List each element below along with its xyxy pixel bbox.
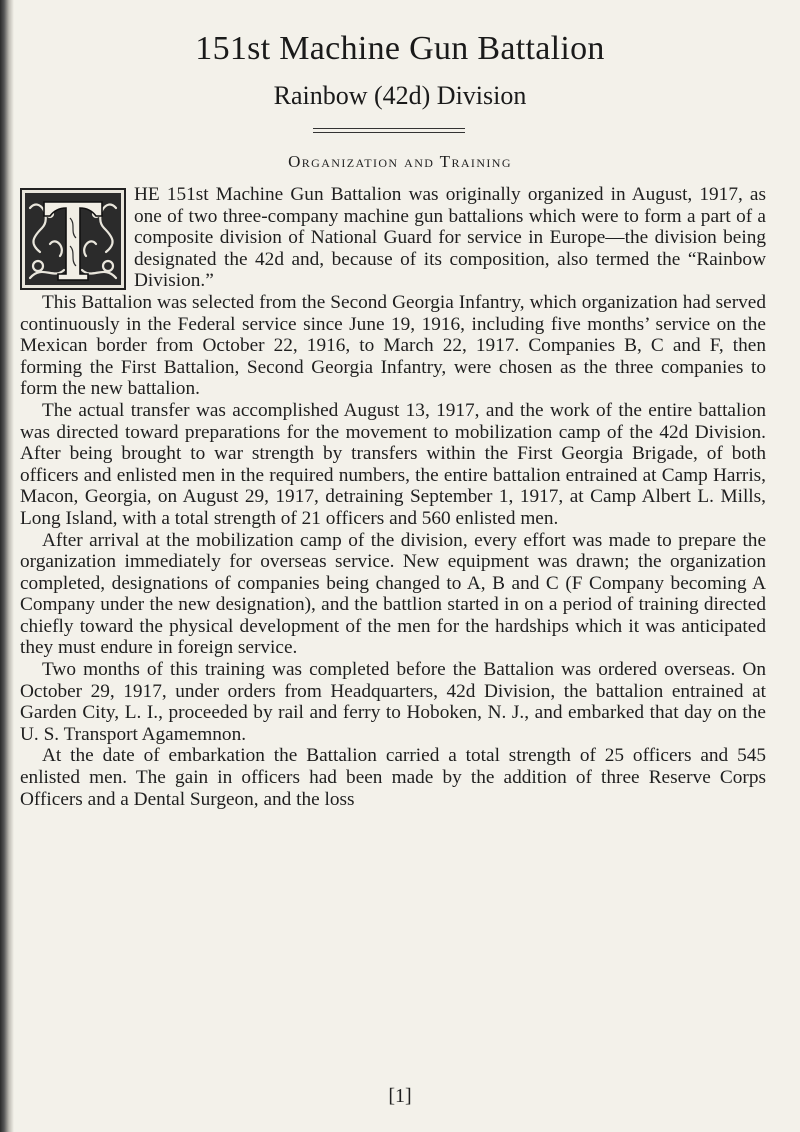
document-page <box>20 0 780 1132</box>
section-heading: Organization and Training <box>288 152 512 171</box>
paragraph-1-text: HE 151st Machine Gun Battalion was originally organized in August, 1917, as one of two three-company machine gun battalions which were to form a part of a composite division of National Guard for service in Europe—the division being designated the 42d and, because of its composition, also termed the “Rainbow Division.” <box>134 184 766 292</box>
page-title: 151st Machine Gun Battalion <box>195 30 605 67</box>
book-binding-edge <box>0 0 14 1132</box>
paragraph-4: After arrival at the mobilization camp of the division, every effort was made to prepare the organization immediately for overseas service. New equipment was drawn; the organization completed, designations of companies being changed to A, B and C (F Company becoming A Company under the new designation), and the battlion started in on a period of training directed chiefly toward the physical development of the men for the hardships which it was anticipated they must endure in foreign service. <box>20 529 766 659</box>
paragraph-5: Two months of this training was completed before the Battalion was ordered overseas. On October 29, 1917, under orders from Headquarters, 42d Division, the battalion entrained at Garden City, L. I., proceeded by rail and ferry to Hoboken, N. J., and embarked that day on the U. S. Transport Agamemnon. <box>20 659 766 745</box>
title-divider-rule <box>313 128 465 133</box>
paragraph-1 <box>20 184 766 292</box>
paragraph-2: This Battalion was selected from the Second Georgia Infantry, which organization had served continuously in the Federal service since June 19, 1916, including five months’ service on the Mexican border from October 22, 1916, to March 22, 1917. Companies B, C and F, then forming the First Battalion, Second Georgia Infantry, were chosen as the three companies to form the new battalion. <box>20 291 766 400</box>
body-text <box>20 184 766 810</box>
paragraph-3: The actual transfer was accomplished August 13, 1917, and the work of the entire battalion was directed toward preparations for the movement to mobilization camp of the 42d Division. After being brought to war strength by transfers within the First Georgia Brigade, of both officers and enlisted men in the required numbers, the entire battalion entrained at Camp Harris, Macon, Georgia, on August 29, 1917, detraining September 1, 1917, at Camp Albert L. Mills, Long Island, with a total strength of 21 officers and 560 enlisted men. <box>20 399 766 529</box>
paragraph-6: At the date of embarkation the Battalion carried a total strength of 25 officers and 545 enlisted men. The gain in officers had been made by the addition of three Reserve Corps Officers and a Dental Surgeon, and the loss <box>20 745 766 810</box>
page-subtitle: Rainbow (42d) Division <box>273 81 527 110</box>
ornamental-drop-cap-t-icon <box>20 188 126 290</box>
page-number: [1] <box>388 1085 412 1107</box>
